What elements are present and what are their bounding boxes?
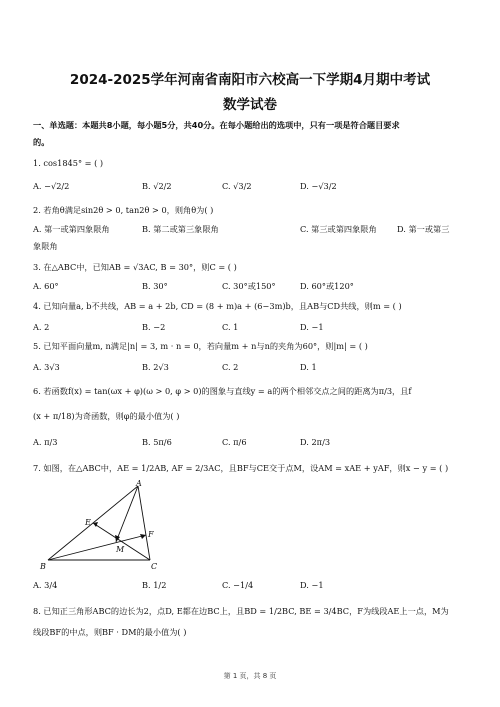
q6-option-d: D. 2π/3: [300, 437, 331, 447]
vertex-c-label: C: [151, 562, 158, 571]
q1-option-d: D. −√3/2: [300, 181, 337, 191]
q3-option-d: D. 60°或120°: [300, 281, 354, 291]
vertex-b-label: B: [40, 562, 46, 571]
question-5-stem: 5. 已知平面向量m, n满足|n| = 3, m · n = 0，若向量m + n与n的夹角为60°，则|m| = ( ): [33, 341, 368, 351]
q7-option-a: A. 3/4: [33, 580, 58, 590]
q7-triangle-figure: [38, 480, 168, 575]
q2-option-c: C. 第三或第四象限角: [300, 224, 377, 234]
q7-option-b: B. 1/2: [142, 580, 167, 590]
point-e-label: E: [85, 518, 91, 527]
q2-option-a: A. 第一或第四象限角: [33, 224, 110, 234]
question-3-stem: 3. 在△ABC中，已知AB = √3AC, B = 30°，则C = ( ): [33, 262, 237, 272]
page-footer: 第 1 页，共 8 页: [223, 672, 277, 680]
exam-title: 2024-2025学年河南省南阳市六校高一下学期4月期中考试: [69, 72, 431, 88]
q4-option-c: C. 1: [222, 322, 239, 332]
exam-subtitle: 数学试卷: [223, 97, 277, 113]
question-7-stem: 7. 如图，在△ABC中，AE = 1/2AB, AF = 2/3AC，且BF与CE交于点M，设AM = xAE + yAF，则x − y = ( ): [33, 463, 449, 473]
q4-option-b: B. −2: [142, 322, 166, 332]
q3-option-b: B. 30°: [142, 281, 168, 291]
point-m-label: M: [116, 545, 125, 554]
question-6-stem-cont: (x + π/18)为奇函数，则φ的最小值为( ): [33, 411, 180, 421]
question-2-stem: 2. 若角θ满足sin2θ > 0, tan2θ > 0，则角θ为( ): [33, 205, 214, 215]
q4-option-a: A. 2: [33, 322, 50, 332]
q4-option-d: D. −1: [300, 322, 324, 332]
q5-option-c: C. 2: [222, 362, 239, 372]
question-4-stem: 4. 已知向量a, b不共线，AB = a + 2b, CD = (8 + m)a + (6−3m)b，且AB与CD共线，则m = ( ): [33, 301, 402, 311]
q5-option-b: B. 2√3: [142, 362, 169, 372]
q6-option-c: C. π/6: [222, 437, 247, 447]
q1-option-c: C. √3/2: [222, 181, 252, 191]
q7-option-d: D. −1: [300, 580, 324, 590]
point-f-label: F: [148, 530, 154, 539]
q3-option-a: A. 60°: [33, 281, 59, 291]
section-heading-cont: 的。: [33, 137, 50, 147]
vertex-a-label: A: [136, 480, 142, 488]
question-8-stem-cont: 线段BF的中点，则BF · DM的最小值为( ): [33, 627, 187, 637]
q6-option-b: B. 5π/6: [142, 437, 172, 447]
question-1-stem: 1. cos1845° = ( ): [33, 158, 104, 168]
q2-option-d-cont: 象限角: [33, 241, 58, 251]
q5-option-a: A. 3√3: [33, 362, 60, 372]
section-heading: 一、单选题：本题共8小题，每小题5分，共40分。在每小题给出的选项中，只有一项是符合题目要求: [33, 120, 400, 130]
question-6-stem: 6. 若函数f(x) = tan(ωx + φ)(ω > 0, φ > 0)的图象与直线y = a的两个相邻交点之间的距离为π/3，且f: [33, 386, 412, 396]
q6-option-a: A. π/3: [33, 437, 58, 447]
q2-option-b: B. 第二或第三象限角: [142, 224, 219, 234]
q1-option-b: B. √2/2: [142, 181, 172, 191]
q3-option-c: C. 30°或150°: [222, 281, 276, 291]
q5-option-d: D. 1: [300, 362, 317, 372]
question-8-stem: 8. 已知正三角形ABC的边长为2，点D, E都在边BC上，且BD = 1/2BC, BE = 3/4BC，F为线段AE上一点，M为: [33, 606, 449, 616]
q1-option-a: A. −√2/2: [33, 181, 70, 191]
q2-option-d: D. 第一或第三: [397, 224, 450, 234]
q7-option-c: C. −1/4: [222, 580, 254, 590]
